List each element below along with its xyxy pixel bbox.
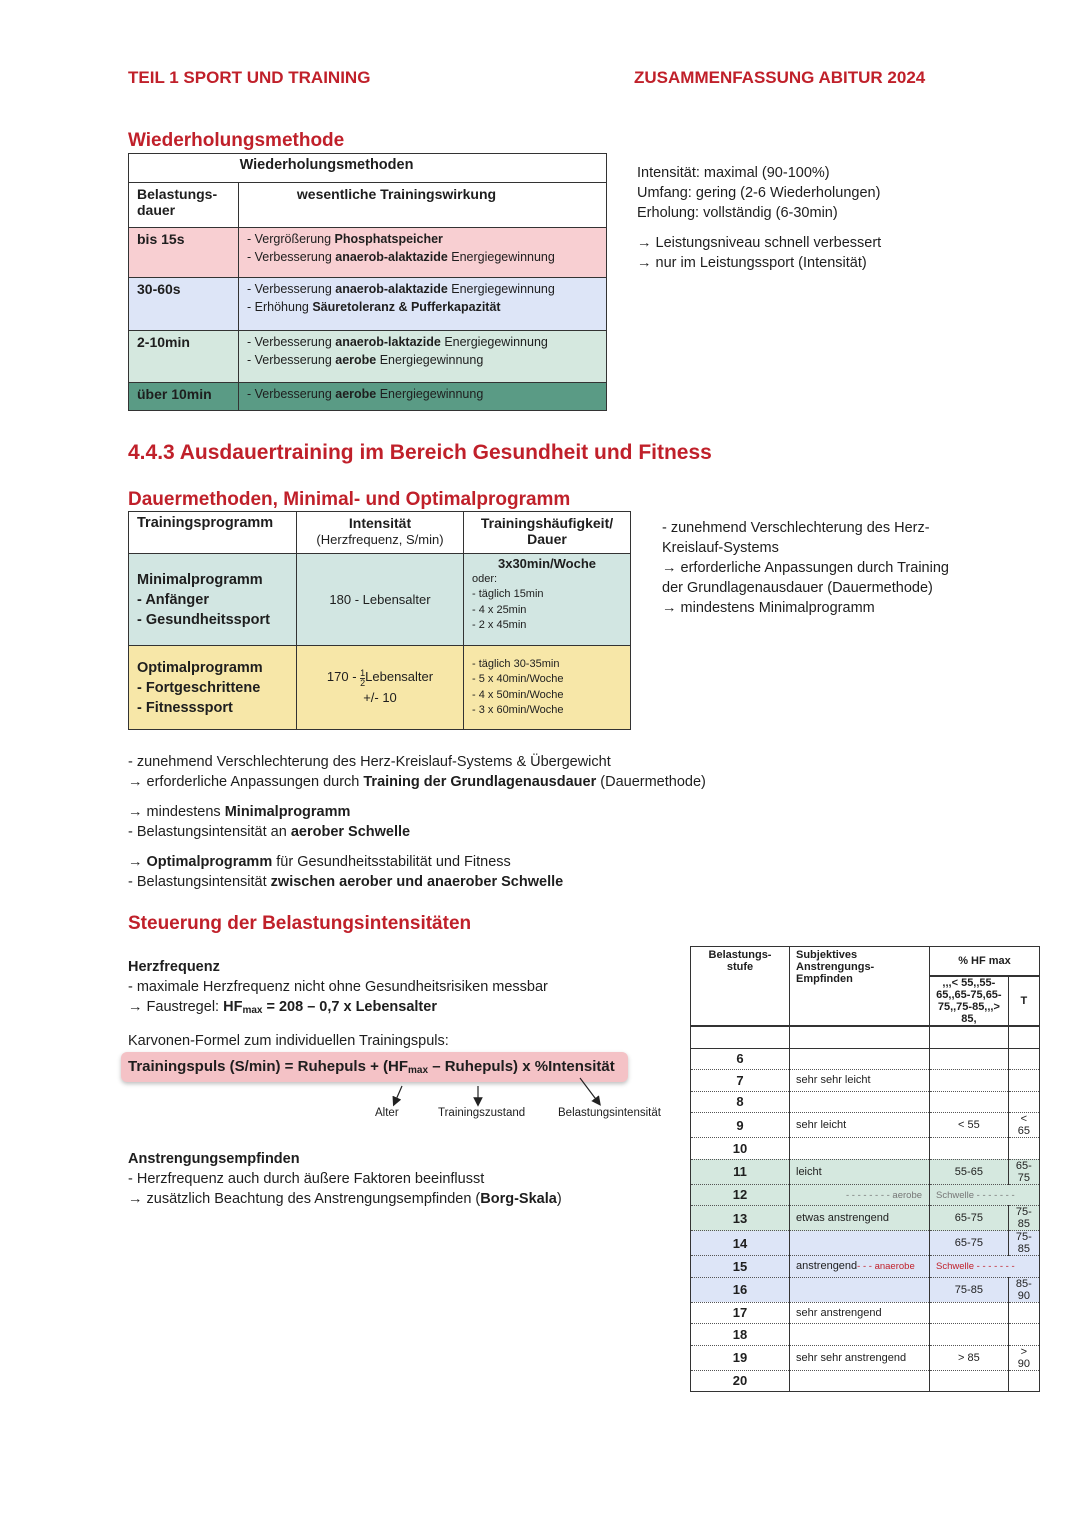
borg-t: 65-75 xyxy=(1008,1159,1039,1184)
borg-row xyxy=(691,1256,1040,1278)
program-table xyxy=(128,511,631,730)
borg-perception xyxy=(790,1324,930,1346)
borg-row xyxy=(691,1184,1040,1206)
borg-ut xyxy=(930,1302,1009,1324)
wdh-row xyxy=(129,331,607,383)
borg-t xyxy=(1008,1070,1039,1092)
wdh-duration: 2-10min xyxy=(129,331,239,383)
borg-perception xyxy=(790,1138,930,1160)
row-optimal: Optimalprogramm - Fortgeschrittene - Fitnesssport 170 - $\frac{1}{2}$ Lebensalter +/- 10 - täglich 30-35min - 5 x 40min/Woche - 4 x 50min/Woche - 3 x 60min/Woche xyxy=(129,646,631,730)
borg-row xyxy=(691,1159,1040,1184)
borg-level: 7 xyxy=(691,1070,790,1092)
borg-level: 11 xyxy=(691,1159,790,1184)
borg-ut xyxy=(930,1324,1009,1346)
borg-row xyxy=(691,1070,1040,1092)
borg-row xyxy=(691,1231,1040,1256)
borg-row xyxy=(691,1370,1040,1392)
borg-level: 20 xyxy=(691,1370,790,1392)
wdh-table-title: Wiederholungsmethoden xyxy=(129,154,607,183)
wdh-side-notes: Intensität: maximal (90-100%) Umfang: gering (2-6 Wiederholungen) Erholung: vollständig (6-30min) → Leistungsniveau schnell verbessert → nur im Leistungssport (Intensität) xyxy=(637,165,882,271)
borg-perception: sehr sehr anstrengend xyxy=(790,1345,930,1370)
label-belastungsintensitaet: Belastungsintensität xyxy=(558,1107,661,1119)
borg-level: 9 xyxy=(691,1113,790,1138)
wdh-duration: bis 15s xyxy=(129,228,239,278)
formula-arrows xyxy=(380,1076,620,1110)
borg-perception xyxy=(790,1231,930,1256)
col-intensity: Intensität (Herzfrequenz, S/min) xyxy=(297,512,464,554)
borg-row xyxy=(691,1277,1040,1302)
borg-level: 14 xyxy=(691,1231,790,1256)
borg-perception: etwas anstrengend xyxy=(790,1206,930,1231)
borg-t xyxy=(1008,1048,1039,1070)
section-title-steuerung: Steuerung der Belastungsintensitäten xyxy=(128,913,472,934)
borg-ut: > 85 xyxy=(930,1345,1009,1370)
borg-row xyxy=(691,1206,1040,1231)
wdh-effect: - Verbesserung aerobe Energiegewinnung xyxy=(239,383,607,411)
section-title-wdh: Wiederholungsmethode xyxy=(128,130,345,151)
borg-col-level: Belastungs-stufe xyxy=(691,947,790,1027)
section-heading-ausdauer: 4.4.3 Ausdauertraining im Bereich Gesundheit und Fitness xyxy=(128,441,712,464)
wdh-duration: über 10min xyxy=(129,383,239,411)
borg-level: 18 xyxy=(691,1324,790,1346)
header-right: ZUSAMMENFASSUNG ABITUR 2024 xyxy=(634,68,926,87)
borg-row xyxy=(691,1324,1040,1346)
borg-col-ut: ,,,< 55,,55-65,,65-75,65-75,,75-85,,,> 85, xyxy=(930,976,1009,1026)
borg-perception: sehr sehr leicht xyxy=(790,1070,930,1092)
borg-perception xyxy=(790,1091,930,1113)
borg-perception: sehr anstrengend xyxy=(790,1302,930,1324)
borg-t xyxy=(1008,1091,1039,1113)
wdh-row xyxy=(129,383,607,411)
borg-ut: 55-65 xyxy=(930,1159,1009,1184)
borg-level: 6 xyxy=(691,1048,790,1070)
wdh-duration: 30-60s xyxy=(129,278,239,331)
borg-ut: 65-75 xyxy=(930,1231,1009,1256)
borg-level: 10 xyxy=(691,1138,790,1160)
borg-level: 13 xyxy=(691,1206,790,1231)
borg-level: 8 xyxy=(691,1091,790,1113)
borg-ut: 65-75 xyxy=(930,1206,1009,1231)
borg-ut xyxy=(930,1048,1009,1070)
col-frequency: Trainingshäufigkeit/ Dauer xyxy=(464,512,631,554)
borg-ut: Schwelle - - - - - - - xyxy=(930,1184,1040,1206)
borg-perception: anstrengend- - - anaerobe xyxy=(790,1256,930,1278)
wdh-effect: - Verbesserung anaerob-laktazide Energiegewinnung - Verbesserung aerobe Energiegewinnung xyxy=(239,331,607,383)
borg-t: 75-85 xyxy=(1008,1206,1039,1231)
hf-block: Herzfrequenz - maximale Herzfrequenz nicht ohne Gesundheitsrisiken messbar → Faustregel: HFmax = 208 – 0,7 x Lebensalter Karvonen-Formel zum individuellen Trainingspuls: xyxy=(128,959,548,1049)
borg-row xyxy=(691,1345,1040,1370)
label-trainingszustand: Trainingszustand xyxy=(438,1107,526,1119)
borg-col-perception: Subjektives Anstrengungs-Empfinden xyxy=(790,947,930,1027)
borg-t xyxy=(1008,1324,1039,1346)
borg-level: 15 xyxy=(691,1256,790,1278)
borg-level: 12 xyxy=(691,1184,790,1206)
borg-t xyxy=(1008,1138,1039,1160)
wdh-row xyxy=(129,278,607,331)
borg-ut: 75-85 xyxy=(930,1277,1009,1302)
wdh-table xyxy=(128,153,607,411)
ae-block: Anstrengungsempfinden - Herzfrequenz auch durch äußere Faktoren beeinflusst → zusätzlich Beachtung des Anstrengungsempfinden (Borg-Skala) xyxy=(128,1151,562,1207)
borg-ut xyxy=(930,1370,1009,1392)
borg-t xyxy=(1008,1302,1039,1324)
wdh-effect: - Verbesserung anaerob-alaktazide Energiegewinnung - Erhöhung Säuretoleranz & Pufferkapazität xyxy=(239,278,607,331)
borg-t: < 65 xyxy=(1008,1113,1039,1138)
borg-row xyxy=(691,1113,1040,1138)
borg-ut: < 55 xyxy=(930,1113,1009,1138)
borg-level: 17 xyxy=(691,1302,790,1324)
borg-t xyxy=(1008,1370,1039,1392)
borg-perception xyxy=(790,1370,930,1392)
borg-perception: - - - - - - - - aerobe xyxy=(790,1184,930,1206)
subsection-dauermethoden: Dauermethoden, Minimal- und Optimalprogramm xyxy=(128,489,571,510)
borg-table xyxy=(690,946,1040,1392)
borg-row xyxy=(691,1048,1040,1070)
ausdauer-side-notes: - zunehmend Verschlechterung des Herz- Kreislauf-Systems → erforderliche Anpassungen durch Training der Grundlagenausdauer (Dauermethode) → mindestens Minimalprogramm xyxy=(662,520,949,616)
borg-level: 19 xyxy=(691,1345,790,1370)
borg-perception: sehr leicht xyxy=(790,1113,930,1138)
borg-row xyxy=(691,1302,1040,1324)
label-alter: Alter xyxy=(375,1107,399,1119)
borg-t: 75-85 xyxy=(1008,1231,1039,1256)
wdh-col-duration: Belastungs-dauer xyxy=(129,183,239,228)
col-program: Trainingsprogramm xyxy=(129,512,297,554)
borg-ut: Schwelle - - - - - - - xyxy=(930,1256,1040,1278)
ausdauer-notes: - zunehmend Verschlechterung des Herz-Kreislauf-Systems & Übergewicht → erforderliche Anpassungen durch Training der Grundlagenausdauer (Dauermethode) → mindestens Minimalprogramm - Belastungsintensität an aerober Schwelle → Optimalprogramm für Gesundheitsstabilität und Fitness - Belastungsintensität zwischen aerober und anaerober Schwelle xyxy=(128,754,706,890)
borg-ut xyxy=(930,1138,1009,1160)
karvonen-formula: Trainingspuls (S/min) = Ruhepuls + (HFmax – Ruhepuls) x %Intensität xyxy=(121,1052,628,1082)
borg-row xyxy=(691,1138,1040,1160)
borg-ut xyxy=(930,1070,1009,1092)
borg-col-t: T xyxy=(1008,976,1039,1026)
borg-t: 85-90 xyxy=(1008,1277,1039,1302)
wdh-effect: - Vergrößerung Phosphatspeicher - Verbesserung anaerob-alaktazide Energiegewinnung xyxy=(239,228,607,278)
borg-row xyxy=(691,1091,1040,1113)
borg-perception: leicht xyxy=(790,1159,930,1184)
wdh-col-effect: wesentliche Trainingswirkung xyxy=(239,183,607,228)
borg-perception xyxy=(790,1277,930,1302)
row-minimal: Minimalprogramm - Anfänger - Gesundheitssport 180 - Lebensalter 3x30min/Woche oder: - täglich 15min - 4 x 25min - 2 x 45min xyxy=(129,554,631,646)
wdh-row xyxy=(129,228,607,278)
borg-col-hf: % HF max xyxy=(930,947,1040,977)
header-left: TEIL 1 SPORT UND TRAINING xyxy=(128,68,371,87)
borg-level: 16 xyxy=(691,1277,790,1302)
borg-t: > 90 xyxy=(1008,1345,1039,1370)
borg-perception xyxy=(790,1048,930,1070)
borg-ut xyxy=(930,1091,1009,1113)
